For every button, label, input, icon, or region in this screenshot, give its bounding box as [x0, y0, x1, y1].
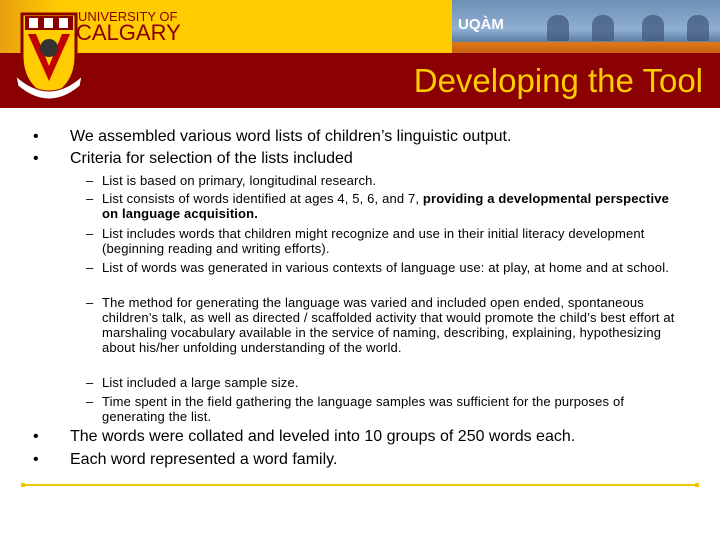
sub-item — [86, 226, 686, 256]
divider-end-dot — [21, 483, 25, 487]
sub-item-text: List included a large sample size. — [102, 375, 299, 390]
dash-icon: – — [86, 375, 94, 390]
sub-item-text: List of words was generated in various contexts of language use: at play, at home and at school. — [102, 260, 669, 275]
bullet-icon: • — [33, 451, 39, 468]
dash-icon: – — [86, 191, 94, 206]
sub-item-text-wrap — [102, 191, 686, 221]
university-name-line1: UNIVERSITY OF — [78, 9, 178, 24]
sub-item-text: List is based on primary, longitudinal research. — [102, 173, 377, 188]
bullet-icon: • — [33, 428, 39, 445]
dash-icon: – — [86, 295, 94, 310]
bullet-icon: • — [33, 128, 39, 145]
sub-item — [86, 295, 686, 355]
sub-item — [86, 173, 686, 188]
footer-divider — [22, 484, 698, 486]
dash-icon: – — [86, 173, 94, 188]
sub-item — [86, 191, 686, 221]
divider-end-dot — [695, 483, 699, 487]
dash-icon: – — [86, 394, 94, 409]
dash-icon: – — [86, 260, 94, 275]
dash-icon: – — [86, 226, 94, 241]
sub-item — [86, 260, 686, 275]
bullet-text: The words were collated and leveled into 10 groups of 250 words each. — [70, 428, 576, 445]
university-name-line2: CALGARY — [76, 20, 181, 45]
sub-item-text: The method for generating the language was varied and included open ended, spontaneous children’s talk, as well as directed / scaffolded activity that would promote the child’s best effort at marshaling vocabulary available in the service of naming, describing, explaining, hypothesizing about his/her unfolding understanding of the world. — [102, 295, 675, 355]
sub-item-text: List consists of words identified at ages 4, 5, 6, and 7, — [102, 191, 423, 206]
sub-item-text: Time spent in the field gathering the language samples was sufficient for the purposes of generating the list. — [102, 394, 625, 424]
bullet-icon: • — [33, 150, 39, 167]
sub-item — [86, 394, 686, 424]
slide-title: Developing the Tool — [413, 62, 703, 99]
sub-item — [86, 375, 686, 390]
sub-item-bold-text: providing a developmental perspective on language acquisition. — [102, 191, 670, 221]
sub-item-text: List includes words that children might recognize and use in their initial literacy development (beginning reading and writing efforts). — [102, 226, 645, 256]
university-crest-logo — [14, 6, 84, 106]
bullet-text: Criteria for selection of the lists included — [70, 150, 353, 167]
bullet-text: Each word represented a word family. — [70, 451, 338, 468]
uqam-logo: UQÀM — [458, 16, 504, 33]
bullet-text: We assembled various word lists of children’s linguistic output. — [70, 128, 512, 145]
